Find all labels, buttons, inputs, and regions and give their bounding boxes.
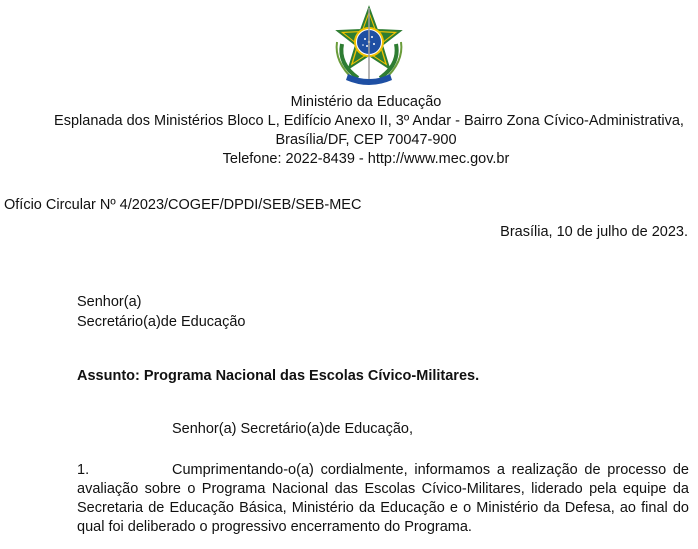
office-reference: Ofício Circular Nº 4/2023/COGEF/DPDI/SEB/SEB-MEC bbox=[4, 197, 362, 213]
addressee-line-2: Secretário(a)de Educação bbox=[77, 314, 246, 330]
paragraph-line-1 bbox=[77, 461, 689, 480]
subject-text: Assunto: Programa Nacional das Escolas Cívico-Militares. bbox=[77, 368, 480, 384]
paragraph-line-4: qual foi deliberado o progressivo encerramento do Programa. bbox=[77, 519, 472, 535]
addressee-block bbox=[77, 292, 245, 332]
subject-line bbox=[77, 368, 479, 384]
paragraph-line-1-text: Cumprimentando-o(a) cordialmente, informamos a realização de processo de bbox=[172, 462, 689, 478]
address-line-1: Esplanada dos Ministérios Bloco L, Edifício Anexo II, 3º Andar - Bairro Zona Cívico-Administrativa, bbox=[54, 113, 684, 129]
phone-website-line: Telefone: 2022-8439 - http://www.mec.gov.br bbox=[222, 151, 510, 167]
paragraph-line-2: avaliação sobre o Programa Nacional das Escolas Cívico-Militares, liderado pela equipe da bbox=[77, 481, 689, 497]
ministry-name: Ministério da Educação bbox=[290, 94, 442, 110]
addressee-line-1: Senhor(a) bbox=[77, 294, 142, 310]
document-header bbox=[0, 93, 698, 169]
brazil-coat-of-arms-emblem bbox=[328, 4, 410, 86]
paragraph-1 bbox=[77, 461, 689, 537]
salutation: Senhor(a) Secretário(a)de Educação, bbox=[172, 421, 413, 437]
paragraph-number: 1. bbox=[77, 462, 90, 478]
address-line-2: Brasília/DF, CEP 70047-900 bbox=[275, 132, 457, 148]
paragraph-line-3: Secretaria de Educação Básica, Ministério da Educação e o Ministério da Defesa, ao final do bbox=[77, 500, 689, 516]
document-date: Brasília, 10 de julho de 2023. bbox=[500, 224, 688, 240]
